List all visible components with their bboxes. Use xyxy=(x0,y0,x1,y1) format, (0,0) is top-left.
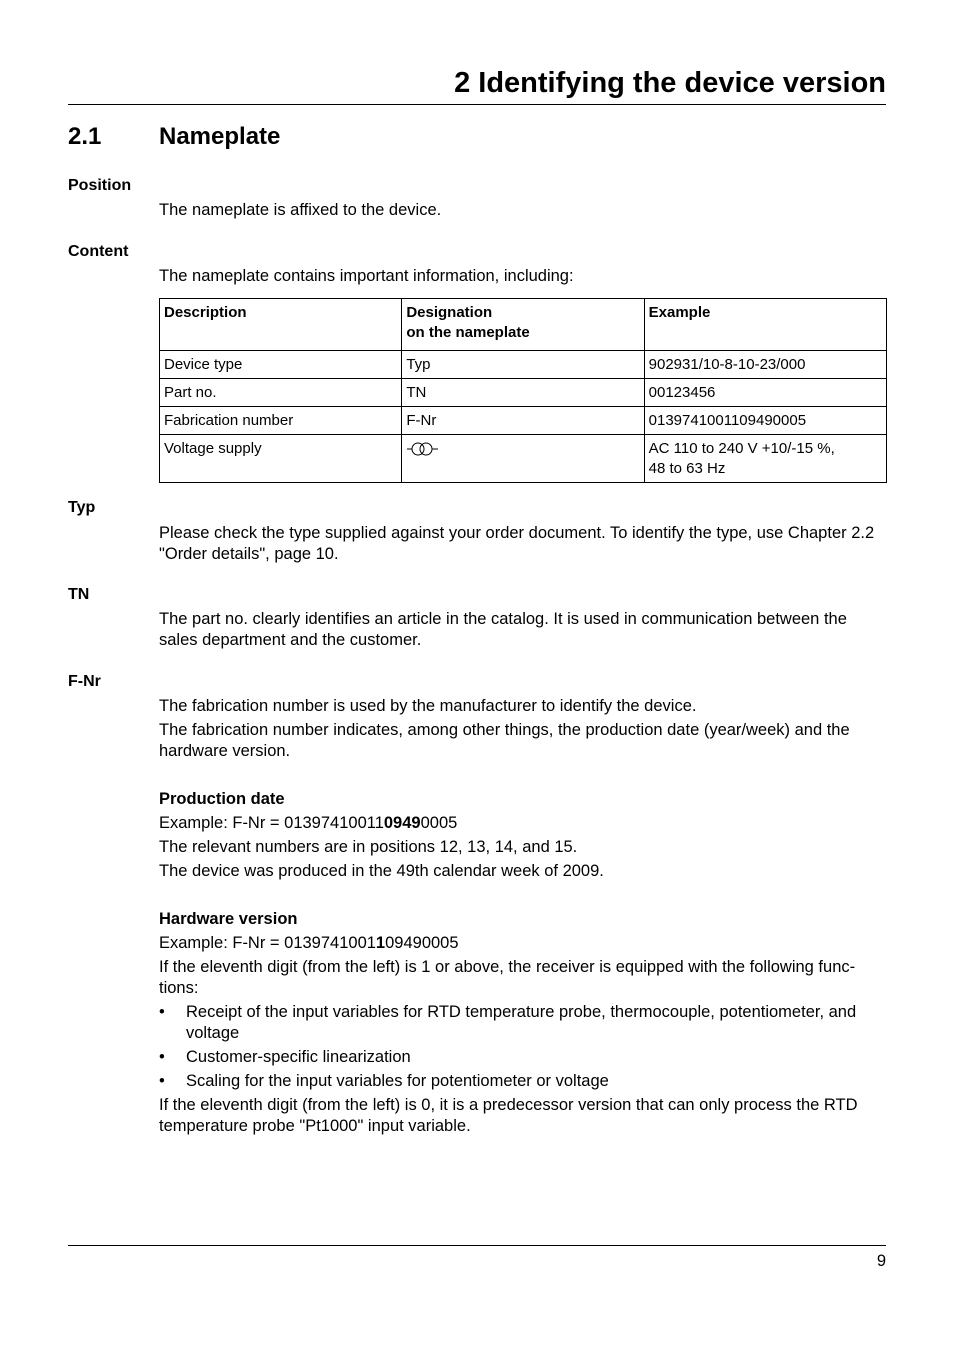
fnr-para-2: The fabrication number indicates, among other things, the production date (year/week) and the hardware version. xyxy=(159,721,850,760)
content-intro: The nameplate contains important information, including: xyxy=(159,267,574,285)
page-number: 9 xyxy=(876,1252,886,1270)
example-highlight: 1 xyxy=(375,934,386,952)
bullet-marker: • xyxy=(159,1072,165,1090)
bullet-marker: • xyxy=(159,1048,165,1066)
table-header-designation: Designation on the nameplate xyxy=(402,299,644,351)
tn-body xyxy=(159,609,887,654)
table-cell-description: Device type xyxy=(160,351,402,379)
hardware-version-example xyxy=(159,933,887,954)
hardware-version-closing: If the eleventh digit (from the left) is 0, it is a predecessor version that can only process the RTD temperature probe "Pt1000" input variable. xyxy=(159,1096,858,1135)
table-cell-description: Fabrication number xyxy=(160,407,402,435)
production-date-positions: The relevant numbers are in positions 12, 13, 14, and 15. xyxy=(159,838,578,856)
production-date-block xyxy=(159,789,887,885)
example-highlight: 0949 xyxy=(383,814,421,832)
fnr-body xyxy=(159,696,887,765)
example-suffix: 09490005 xyxy=(385,934,459,952)
nameplate-table xyxy=(159,298,887,483)
list-item xyxy=(159,1047,887,1068)
production-date-heading: Production date xyxy=(159,790,285,808)
example-prefix: Example: F-Nr = 01397410011 xyxy=(159,814,384,832)
table-header-example: Example xyxy=(644,299,886,351)
hardware-version-heading: Hardware version xyxy=(159,910,298,928)
ac-supply-icon xyxy=(406,441,440,457)
table-row xyxy=(160,435,887,483)
list-item xyxy=(159,1002,887,1044)
table-cell-description: Part no. xyxy=(160,379,402,407)
section-number: 2.1 xyxy=(68,123,102,150)
header-rule xyxy=(68,104,886,105)
table-cell-description: Voltage supply xyxy=(160,435,402,483)
hardware-version-intro: If the eleventh digit (from the left) is 1 or above, the receiver is equipped with the following func-tions: xyxy=(159,958,856,997)
fnr-heading: F-Nr xyxy=(68,673,101,690)
typ-text: Please check the type supplied against your order document. To identify the type, use Chapter 2.2 "Order details", page 10. xyxy=(159,524,875,563)
list-item xyxy=(159,1071,887,1092)
example-suffix: 0005 xyxy=(420,814,458,832)
table-cell-designation: TN xyxy=(402,379,644,407)
table-cell-example: AC 110 to 240 V +10/-15 %, 48 to 63 Hz xyxy=(644,435,886,483)
section-heading xyxy=(68,121,280,153)
table-row xyxy=(160,407,887,435)
table-cell-example: 0139741001109490005 xyxy=(644,407,886,435)
hardware-feature-list xyxy=(159,1002,887,1092)
table-row xyxy=(160,379,887,407)
content-heading: Content xyxy=(68,243,129,260)
table-cell-designation: F-Nr xyxy=(402,407,644,435)
content-body xyxy=(159,266,887,290)
production-date-explanation: The device was produced in the 49th calendar week of 2009. xyxy=(159,862,604,880)
position-text: The nameplate is affixed to the device. xyxy=(159,201,442,219)
table-cell-designation xyxy=(402,435,644,483)
table-cell-example: 902931/10-8-10-23/000 xyxy=(644,351,886,379)
hardware-version-block xyxy=(159,909,887,1140)
table-header-row xyxy=(160,299,887,351)
tn-heading: TN xyxy=(68,586,90,603)
production-date-example xyxy=(159,813,887,834)
section-title: Nameplate xyxy=(159,123,281,150)
typ-heading: Typ xyxy=(68,499,96,516)
list-item-text: Customer-specific linearization xyxy=(186,1048,411,1066)
position-body xyxy=(159,200,887,224)
fnr-para-1: The fabrication number is used by the manufacturer to identify the device. xyxy=(159,697,697,715)
footer-rule xyxy=(68,1245,886,1246)
position-heading: Position xyxy=(68,177,132,194)
list-item-text: Scaling for the input variables for potentiometer or voltage xyxy=(186,1072,609,1090)
table-row xyxy=(160,351,887,379)
list-item-text: Receipt of the input variables for RTD temperature probe, thermocouple, potentiometer, and voltage xyxy=(186,1003,857,1042)
table-header-description: Description xyxy=(160,299,402,351)
table-cell-example: 00123456 xyxy=(644,379,886,407)
example-prefix: Example: F-Nr = 0139741001 xyxy=(159,934,376,952)
typ-body xyxy=(159,523,887,568)
bullet-marker: • xyxy=(159,1003,165,1021)
chapter-title: 2 Identifying the device version xyxy=(454,67,886,99)
table-cell-designation: Typ xyxy=(402,351,644,379)
tn-text: The part no. clearly identifies an article in the catalog. It is used in communication between the sales department and the customer. xyxy=(159,610,847,649)
